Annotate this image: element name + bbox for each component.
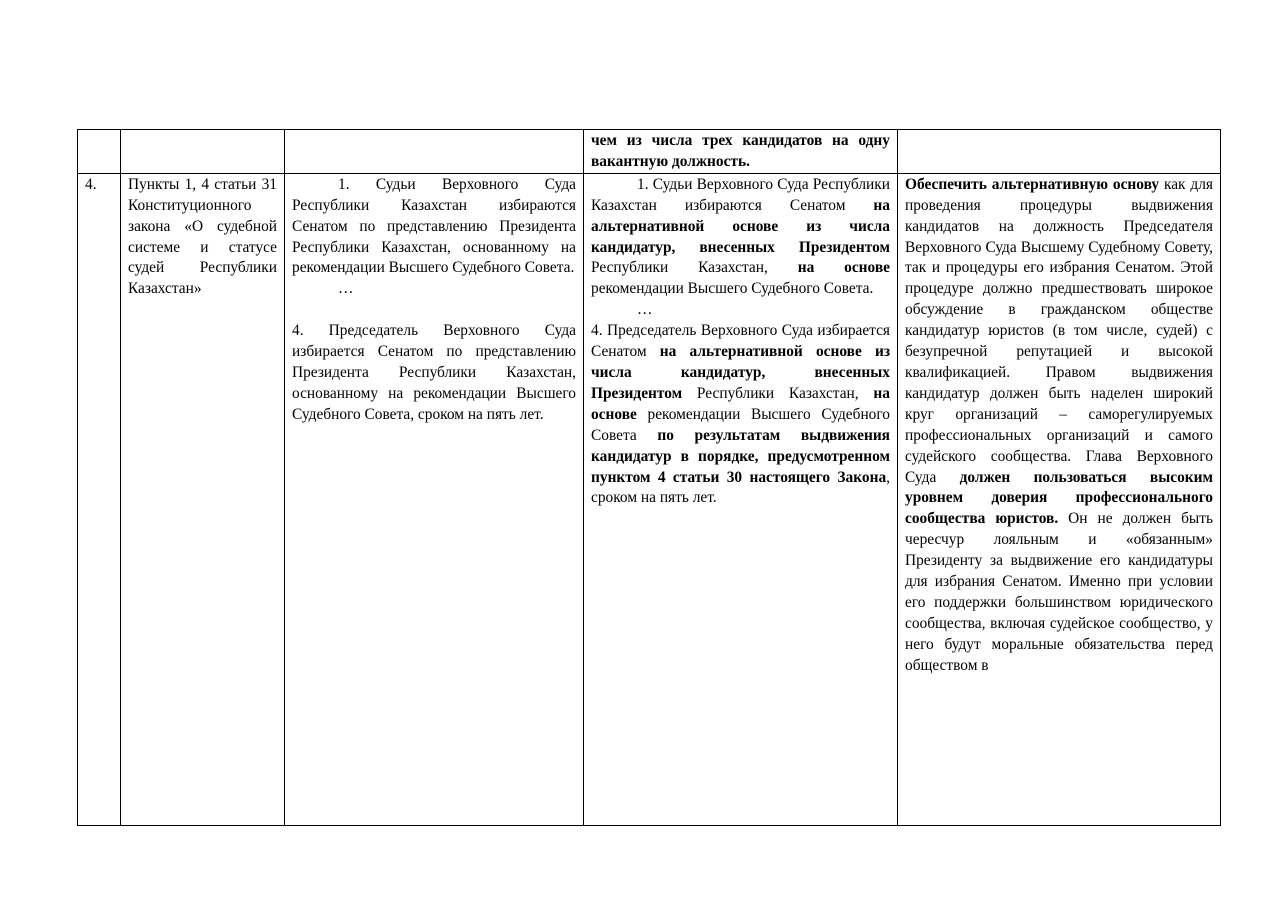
cell-number	[78, 173, 121, 825]
rationale-text: Обеспечить альтернативную основу как для проведения процедуры выдвижения кандидатов на должность Председателя Верховного Суда Высшему Судебному Совету, так и процедуры его избрания Сенатом. Этой процедуре должно предшествовать широкое обсуждение в гражданском обществе кандидатур юристов (в том числе, судей) с безупречной репутацией и высокой квалификацией. Правом выдвижения кандидатур должен быть наделен широкий круг организаций – саморегулируемых профессиональных организаций и самого судейского сообщества. Глава Верховного Суда должен пользоваться высоким уровнем доверия профессионального сообщества юристов. Он не должен быть чересчур лояльным и «обязанным» Президенту за выдвижение его кандидатуры для избрания Сенатом. Именно при условии его поддержки большинством юридического сообщества, включая судейское сообщество, у него будут моральные обязательства перед обществом в	[905, 175, 1214, 674]
cell-current-wording	[285, 173, 584, 825]
table-row-4	[78, 173, 1221, 825]
proposed-continuation-text: чем из числа трех кандидатов на одну вакантную должность.	[591, 132, 890, 170]
cell-article	[121, 173, 285, 825]
proposed-ellipsis: …	[637, 301, 653, 319]
cell-proposed-wording	[584, 173, 898, 825]
amendment-table	[77, 129, 1221, 826]
current-ellipsis: …	[338, 280, 354, 298]
cell-current-empty	[285, 130, 584, 174]
cell-number-empty	[78, 130, 121, 174]
cell-rationale	[898, 173, 1221, 825]
table-row-continuation	[78, 130, 1221, 174]
current-paragraph-1: 1. Судьи Верховного Суда Республики Казахстан избираются Сенатом по представлению Президента Республики Казахстан, основанному на рекомендации Высшего Судебного Совета.	[292, 175, 576, 277]
current-paragraph-4: 4. Председатель Верховного Суда избирается Сенатом по представлению Президента Республики Казахстан, основанному на рекомендации Высшего Судебного Совета, сроком на пять лет.	[292, 322, 576, 423]
proposed-paragraph-4: 4. Председатель Верховного Суда избирается Сенатом на альтернативной основе из числа кандидатур, внесенных Президентом Республики Казахстан, на основе рекомендации Высшего Судебного Совета по результатам выдвижения кандидатур в порядке, предусмотренном пунктом 4 статьи 30 настоящего Закона, сроком на пять лет.	[591, 322, 891, 507]
proposed-paragraph-1: 1. Судьи Верховного Суда Республики Казахстан избираются Сенатом на альтернативной основе из числа кандидатур, внесенных Президентом Республики Казахстан, на основе рекомендации Высшего Судебного Совета.	[591, 175, 890, 298]
cell-article-empty	[121, 130, 285, 174]
cell-rationale-empty	[898, 130, 1221, 174]
cell-proposed-continuation	[584, 130, 898, 174]
article-reference: Пункты 1, 4 статьи 31 Конституционного закона «О судебной системе и статусе судей Республики Казахстан»	[128, 175, 277, 298]
row-number: 4.	[85, 175, 97, 193]
